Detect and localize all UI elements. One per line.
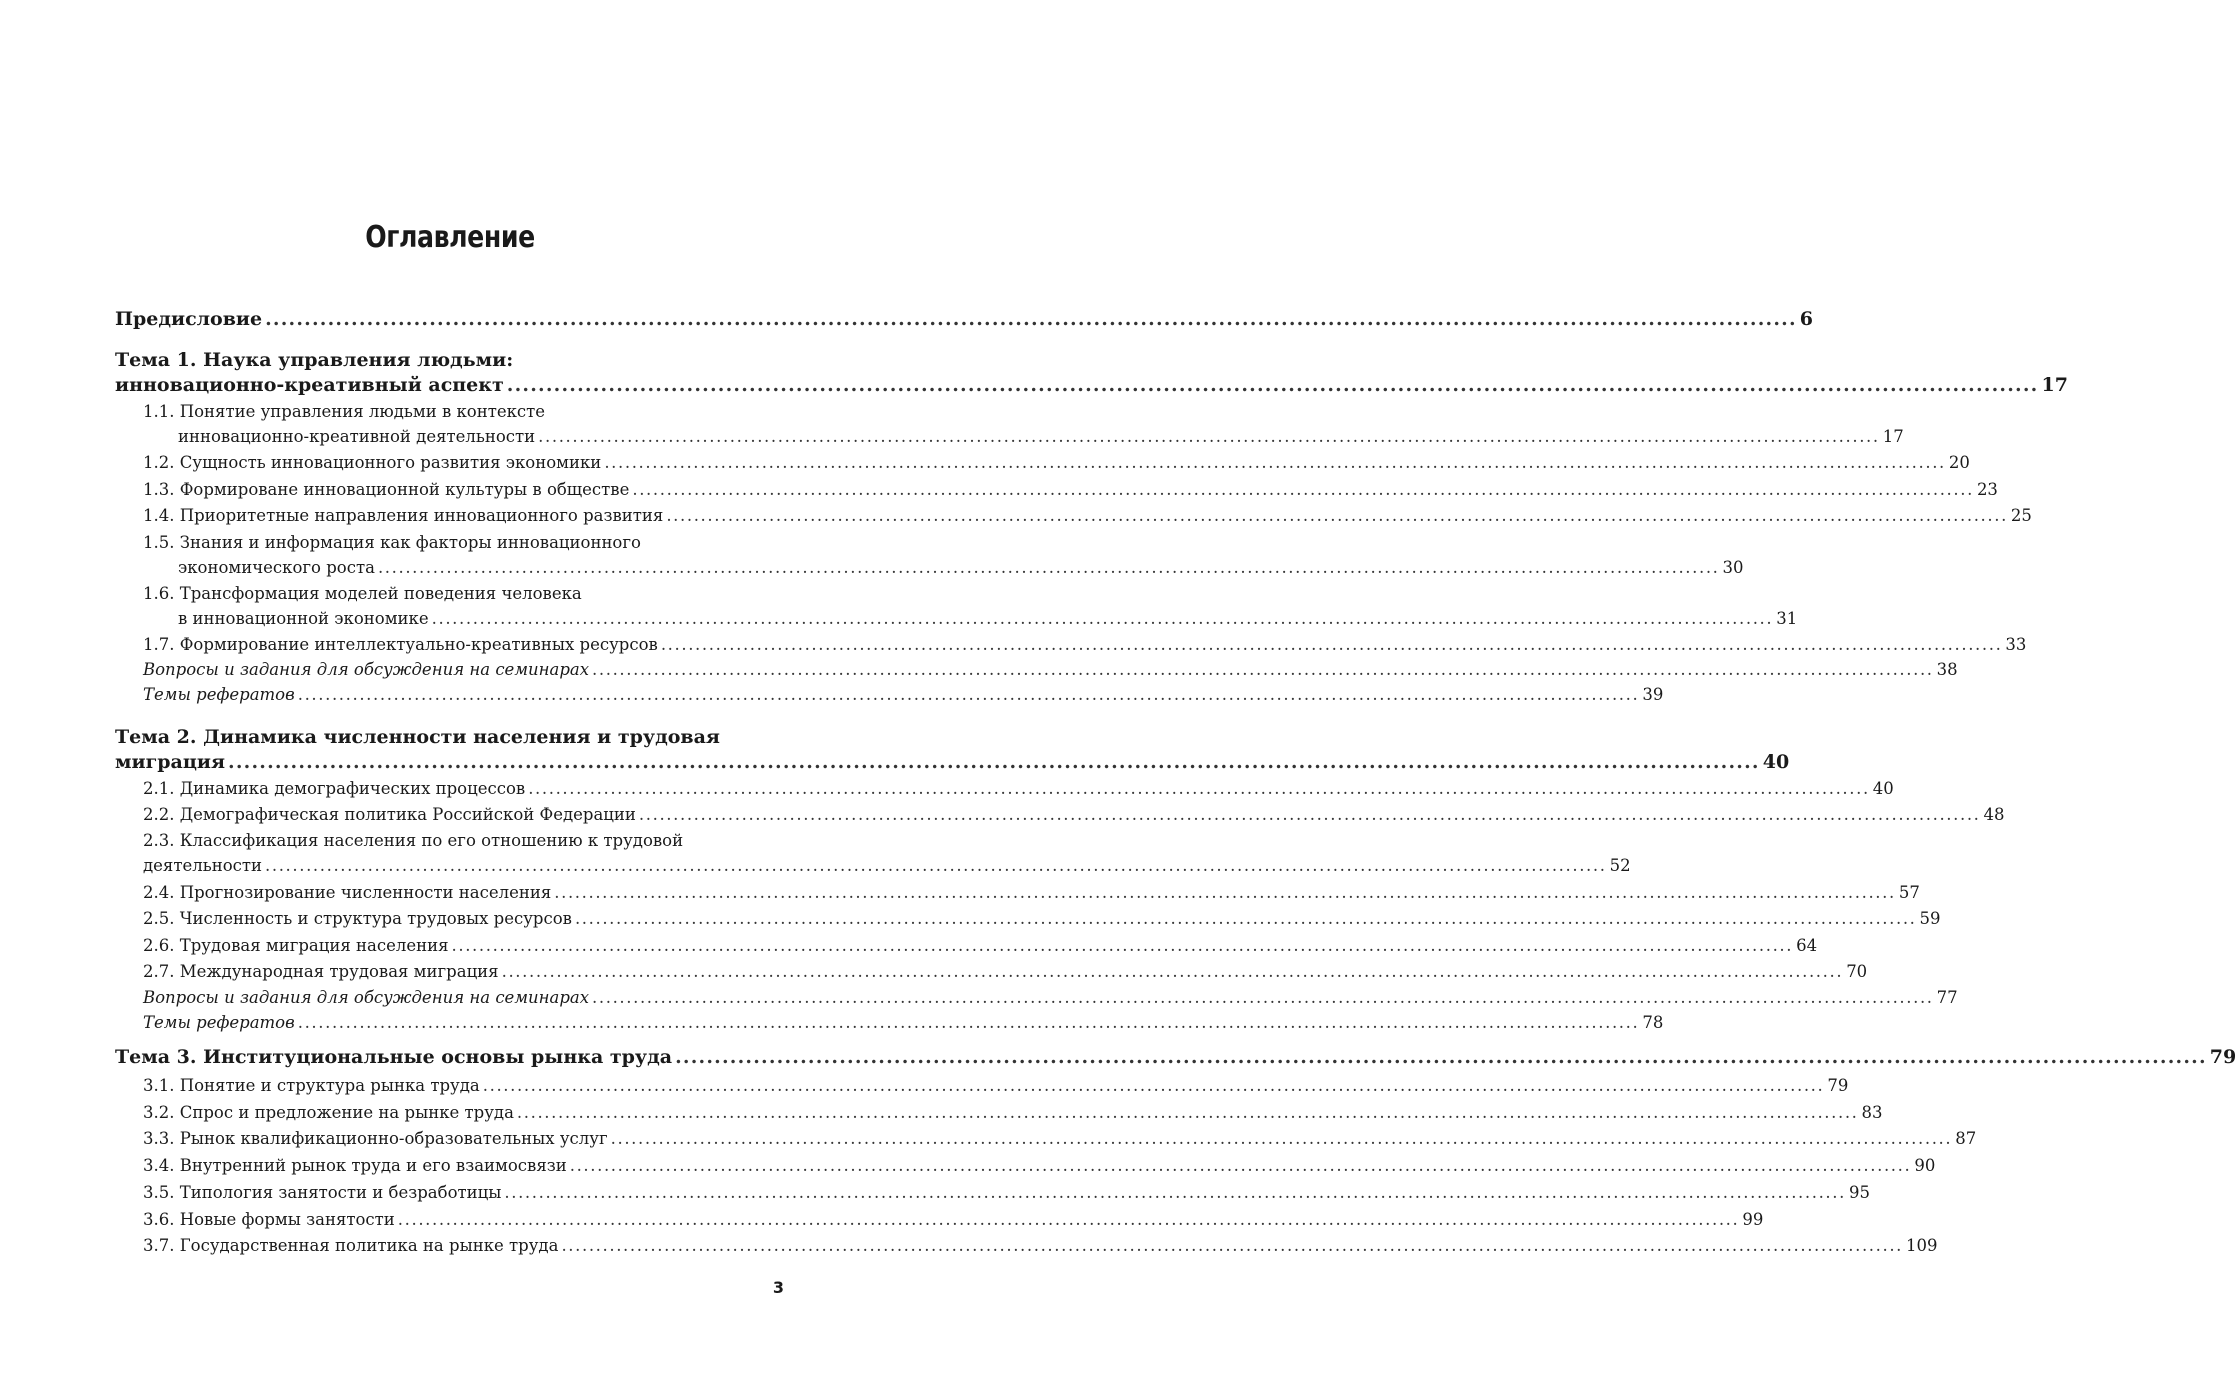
toc-entry-3-6[interactable] <box>143 1210 1764 1229</box>
leader-dots: .................................................................................................................................................................................................... <box>228 751 1760 773</box>
toc-entry-3-1[interactable] <box>143 1076 1849 1095</box>
toc-entry-text: 2.6. Трудовая миграция населения <box>143 936 449 955</box>
toc-page-number: 95 <box>1848 1183 1870 1202</box>
toc-entry-preface[interactable] <box>115 308 1814 330</box>
toc-entry-text: Темы рефератов <box>143 685 295 704</box>
toc-entry-text: инновационно-креативной деятельности <box>178 427 536 446</box>
toc-entry-text: 3.2. Спрос и предложение на рынке труда <box>143 1103 514 1122</box>
toc-entry-text: 3.3. Рынок квалификационно-образовательных услуг <box>143 1129 608 1148</box>
toc-entry-1-5[interactable] <box>178 558 1744 577</box>
leader-dots: .................................................................................................................................................................................................... <box>638 805 1981 824</box>
leader-dots: .................................................................................................................................................................................................... <box>265 308 1797 330</box>
toc-entry-2-5[interactable] <box>143 909 1941 928</box>
toc-page-number: 48 <box>1983 805 2005 824</box>
page-title: Оглавление <box>365 220 535 255</box>
leader-dots: .................................................................................................................................................................................................... <box>397 1210 1740 1229</box>
toc-entry-text: Предисловие <box>115 308 263 330</box>
toc-entry-1-5-first-line[interactable]: 1.5. Знания и информация как факторы инновационного <box>143 533 641 552</box>
leader-dots: .................................................................................................................................................................................................... <box>377 558 1720 577</box>
leader-dots: .................................................................................................................................................................................................... <box>265 856 1607 875</box>
leader-dots: .................................................................................................................................................................................................... <box>592 988 1934 1007</box>
leader-dots: .................................................................................................................................................................................................... <box>666 506 2008 525</box>
toc-page-number: 6 <box>1799 308 1814 330</box>
toc-entry-3-3[interactable] <box>143 1129 1977 1148</box>
toc-entry-2-3-first-line[interactable]: 2.3. Классификация населения по его отношению к трудовой <box>143 831 684 850</box>
leader-dots: .................................................................................................................................................................................................... <box>506 374 2039 396</box>
toc-entry-text: в инновационной экономике <box>178 609 429 628</box>
toc-entry-text: 1.2. Сущность инновационного развития экономики <box>143 453 602 472</box>
toc-entry-text: 2.5. Численность и структура трудовых ресурсов <box>143 909 572 928</box>
toc-entry-text: 2.4. Прогнозирование численности населения <box>143 883 552 902</box>
toc-entry-2-6[interactable] <box>143 936 1818 955</box>
toc-page-number: 87 <box>1955 1129 1977 1148</box>
toc-entry-text: деятельности <box>143 856 262 875</box>
toc-topic-3[interactable] <box>115 1046 2236 1068</box>
toc-page-number: 64 <box>1796 936 1818 955</box>
toc-topic-1[interactable] <box>115 374 2068 396</box>
toc-entry-text: 1.3. Формироване инновационной культуры в обществе <box>143 480 630 499</box>
leader-dots: .................................................................................................................................................................................................... <box>297 685 1640 704</box>
toc-page-number: 70 <box>1846 962 1868 981</box>
toc-entry-text: миграция <box>115 751 226 773</box>
toc-entry-1-1[interactable] <box>178 427 1904 446</box>
toc-page-number: 20 <box>1948 453 1970 472</box>
leader-dots: .................................................................................................................................................................................................... <box>592 660 1934 679</box>
toc-page-number: 77 <box>1936 988 1958 1007</box>
toc-entry-3-2[interactable] <box>143 1103 1883 1122</box>
toc-page-number: 40 <box>1872 779 1894 798</box>
toc-entry-1-3[interactable] <box>143 480 1998 499</box>
toc-page-number: 79 <box>2209 1046 2236 1068</box>
toc-entry-text: 3.1. Понятие и структура рынка труда <box>143 1076 480 1095</box>
toc-page-number: 83 <box>1861 1103 1883 1122</box>
toc-page-number: 59 <box>1919 909 1941 928</box>
toc-entry-text: 2.1. Динамика демографических процессов <box>143 779 526 798</box>
toc-entry-text: 1.4. Приоритетные направления инновационного развития <box>143 506 664 525</box>
toc-entry-3-4[interactable] <box>143 1156 1936 1175</box>
leader-dots: .................................................................................................................................................................................................... <box>538 427 1880 446</box>
leader-dots: .................................................................................................................................................................................................... <box>660 635 2003 654</box>
toc-entry-2-questions[interactable] <box>143 988 1958 1007</box>
toc-page-number: 40 <box>1762 751 1790 773</box>
toc-entry-1-6-first-line[interactable]: 1.6. Трансформация моделей поведения человека <box>143 584 582 603</box>
toc-page-number: 33 <box>2005 635 2027 654</box>
toc-entry-text: 3.6. Новые формы занятости <box>143 1210 395 1229</box>
toc-entry-2-3[interactable] <box>143 856 1631 875</box>
toc-topic-2-heading[interactable]: Тема 2. Динамика численности населения и трудовая <box>115 726 720 748</box>
toc-entry-text: 3.5. Типология занятости и безработицы <box>143 1183 502 1202</box>
toc-entry-text: Вопросы и задания для обсуждения на семинарах <box>143 988 590 1007</box>
leader-dots: .................................................................................................................................................................................................... <box>451 936 1794 955</box>
leader-dots: .................................................................................................................................................................................................... <box>431 609 1774 628</box>
toc-page-number: 30 <box>1722 558 1744 577</box>
toc-page-number: 90 <box>1914 1156 1936 1175</box>
toc-entry-text: Тема 3. Институциональные основы рынка труда <box>115 1046 673 1068</box>
leader-dots: .................................................................................................................................................................................................... <box>504 1183 1846 1202</box>
leader-dots: .................................................................................................................................................................................................... <box>569 1156 1912 1175</box>
toc-page-number: 31 <box>1776 609 1798 628</box>
toc-entry-3-5[interactable] <box>143 1183 1870 1202</box>
page-number: 3 <box>772 1278 784 1297</box>
leader-dots: .................................................................................................................................................................................................... <box>604 453 1946 472</box>
leader-dots: .................................................................................................................................................................................................... <box>554 883 1896 902</box>
toc-topic-1-heading[interactable]: Тема 1. Наука управления людьми: <box>115 349 514 371</box>
toc-page-number: 25 <box>2010 506 2032 525</box>
toc-entry-2-7[interactable] <box>143 962 1868 981</box>
toc-page-number: 99 <box>1742 1210 1764 1229</box>
toc-entry-1-4[interactable] <box>143 506 2032 525</box>
toc-entry-2-4[interactable] <box>143 883 1920 902</box>
leader-dots: .................................................................................................................................................................................................... <box>632 480 1974 499</box>
toc-page-number: 78 <box>1642 1013 1664 1032</box>
leader-dots: .................................................................................................................................................................................................... <box>675 1046 2207 1068</box>
toc-entry-1-essays[interactable] <box>143 685 1664 704</box>
toc-page-number: 38 <box>1936 660 1958 679</box>
toc-entry-text: 2.2. Демографическая политика Российской Федерации <box>143 805 636 824</box>
leader-dots: .................................................................................................................................................................................................... <box>297 1013 1640 1032</box>
toc-entry-2-2[interactable] <box>143 805 2005 824</box>
toc-entry-3-7[interactable] <box>143 1236 1938 1255</box>
toc-entry-text: 3.7. Государственная политика на рынке труда <box>143 1236 559 1255</box>
toc-page-number: 109 <box>1906 1236 1938 1255</box>
toc-page-number: 17 <box>2041 374 2068 396</box>
toc-entry-1-7[interactable] <box>143 635 2027 654</box>
toc-entry-text: 1.7. Формирование интеллектуально-креативных ресурсов <box>143 635 658 654</box>
leader-dots: .................................................................................................................................................................................................... <box>528 779 1870 798</box>
toc-entry-1-2[interactable] <box>143 453 1970 472</box>
leader-dots: .................................................................................................................................................................................................... <box>574 909 1917 928</box>
toc-entry-1-6[interactable] <box>178 609 1798 628</box>
leader-dots: .................................................................................................................................................................................................... <box>482 1076 1825 1095</box>
toc-entry-1-1-first-line[interactable]: 1.1. Понятие управления людьми в контексте <box>143 402 546 421</box>
toc-topic-2[interactable] <box>115 751 1790 773</box>
toc-entry-1-questions[interactable] <box>143 660 1958 679</box>
toc-page-number: 39 <box>1642 685 1664 704</box>
toc-entry-2-1[interactable] <box>143 779 1894 798</box>
toc-page-number: 23 <box>1976 480 1998 499</box>
toc-page-number: 17 <box>1882 427 1904 446</box>
leader-dots: .................................................................................................................................................................................................... <box>561 1236 1904 1255</box>
toc-entry-text: 2.7. Международная трудовая миграция <box>143 962 499 981</box>
toc-entry-2-essays[interactable] <box>143 1013 1664 1032</box>
toc-entry-text: Темы рефератов <box>143 1013 295 1032</box>
leader-dots: .................................................................................................................................................................................................... <box>501 962 1844 981</box>
toc-entry-text: экономического роста <box>178 558 375 577</box>
leader-dots: .................................................................................................................................................................................................... <box>610 1129 1953 1148</box>
toc-entry-text: инновационно-креативный аспект <box>115 374 504 396</box>
toc-page-number: 57 <box>1898 883 1920 902</box>
leader-dots: .................................................................................................................................................................................................... <box>516 1103 1859 1122</box>
toc-entry-text: Вопросы и задания для обсуждения на семинарах <box>143 660 590 679</box>
toc-page-number: 79 <box>1827 1076 1849 1095</box>
toc-entry-text: 3.4. Внутренний рынок труда и его взаимосвязи <box>143 1156 567 1175</box>
toc-page-number: 52 <box>1609 856 1631 875</box>
